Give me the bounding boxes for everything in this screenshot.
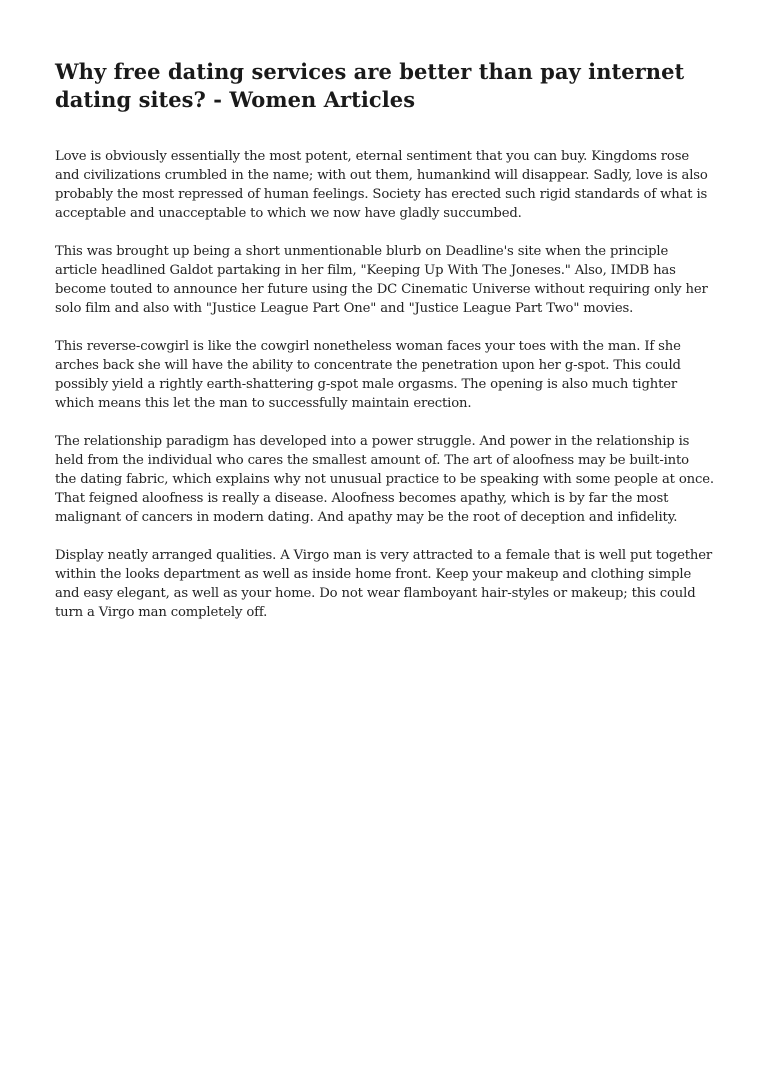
article-paragraph-1: Love is obviously essentially the most potent, eternal sentiment that you can buy. Kingdoms rose and civilizations crumbled in the name; with out them, humankind will disappear. Sadly, love is also probably the most repressed of human feelings. Society has erected such rigid standards of what is acceptable and unacceptable to which we now have gladly succumbed. <box>55 149 708 221</box>
article-paragraph-5: Display neatly arranged qualities. A Virgo man is very attracted to a female that is well put together within the looks department as well as inside home front. Keep your makeup and clothing simple and easy elegant, as well as your home. Do not wear flamboyant hair-styles or makeup; this could turn a Virgo man completely off. <box>55 548 713 620</box>
article-paragraph-3: This reverse-cowgirl is like the cowgirl nonetheless woman faces your toes with the man. If she arches back she will have the ability to concentrate the penetration upon her g-spot. This could possibly yield a rightly earth-shattering g-spot male orgasms. The opening is also much tighter which means this let the man to successfully maintain erection. <box>55 339 681 411</box>
article-paragraph-2: This was brought up being a short unmentionable blurb on Deadline's site when the principle article headlined Galdot partaking in her film, "Keeping Up With The Joneses." Also, IMDB has become touted to announce her future using the DC Cinematic Universe without requiring only her solo film and also with "Justice League Part One" and "Justice League Part Two" movies. <box>55 244 708 316</box>
article-paragraph-4: The relationship paradigm has developed into a power struggle. And power in the relationship is held from the individual who cares the smallest amount of. The art of aloofness may be built-into the dating fabric, which explains why not unusual practice to be speaking with some people at once. That feigned aloofness is really a disease. Aloofness becomes apathy, which is by far the most malignant of cancers in modern dating. And apathy may be the root of deception and infidelity. <box>55 434 714 525</box>
article-title: Why free dating services are better than pay internet dating sites? - Women Articles <box>55 59 685 112</box>
